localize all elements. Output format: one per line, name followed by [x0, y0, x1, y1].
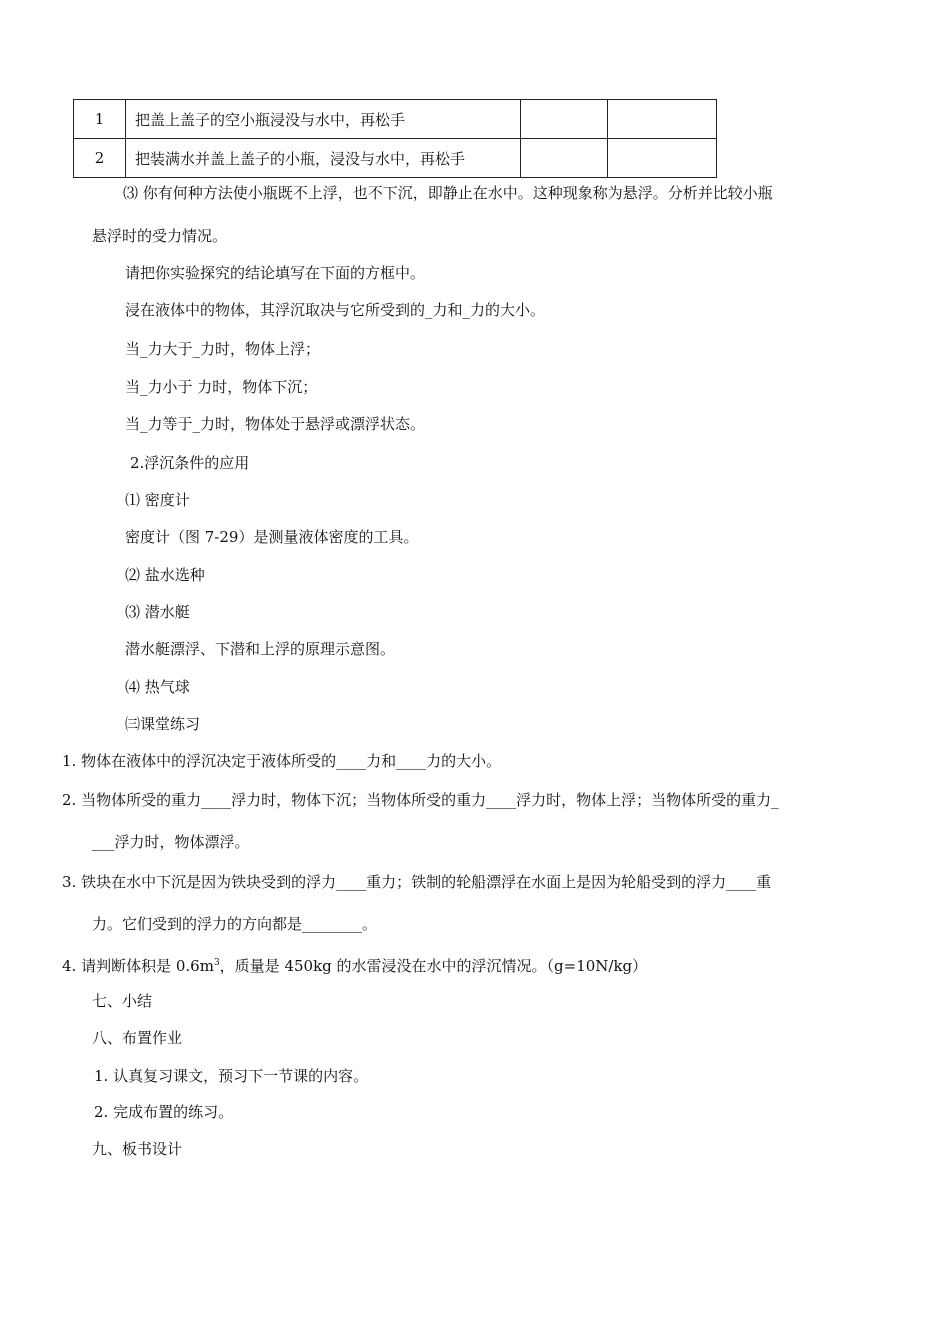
blank-cell: [608, 139, 717, 178]
section-heading-exercise: ㈢课堂练习: [125, 715, 201, 733]
row-number: 2: [74, 139, 126, 178]
exercise-1: 1. 物体在液体中的浮沉决定于液体所受的____力和____力的大小。: [62, 752, 502, 770]
homework-item-1: 1. 认真复习课文，预习下一节课的内容。: [94, 1067, 369, 1085]
item-salt-water: ⑵ 盐水选种: [125, 566, 205, 584]
row-description: 把盖上盖子的空小瓶浸没与水中，再松手: [126, 100, 521, 139]
section-heading-board-design: 九、板书设计: [92, 1140, 183, 1158]
table-row: [74, 100, 717, 139]
exercise-4-part1: 4. 请判断体积是 0.6m: [62, 957, 214, 975]
experiment-table: [73, 99, 717, 178]
item-submarine: ⑶ 潜水艇: [125, 603, 190, 621]
exercise-4-part2: ，质量是 450kg 的水雷浸没在水中的浮沉情况。（g=10N/kg）: [219, 957, 648, 975]
superscript-3: 3: [213, 958, 220, 968]
hydrometer-description: 密度计（图 7-29）是测量液体密度的工具。: [125, 528, 419, 546]
exercise-3-line1: 3. 铁块在水中下沉是因为铁块受到的浮力____重力；铁制的轮船漂浮在水面上是因为轮船受到的浮力____重: [62, 873, 772, 891]
row-number: 1: [74, 100, 126, 139]
section-heading-homework: 八、布置作业: [92, 1029, 183, 1047]
section-heading-application: 2.浮沉条件的应用: [130, 454, 250, 472]
section-heading-summary: 七、小结: [92, 992, 153, 1010]
condition-sink: 当_力小于 力时，物体下沉；: [125, 378, 318, 396]
question-3-line1: ⑶ 你有何种方法使小瓶既不上浮，也不下沉，即静止在水中。这种现象称为悬浮。分析并比较小瓶: [123, 184, 773, 202]
blank-cell: [608, 100, 717, 139]
exercise-2-line1: 2. 当物体所受的重力____浮力时，物体下沉；当物体所受的重力____浮力时，物体上浮；当物体所受的重力_: [62, 791, 779, 809]
condition-float-up: 当_力大于_力时，物体上浮；: [125, 340, 321, 358]
condition-suspend: 当_力等于_力时，物体处于悬浮或漂浮状态。: [125, 415, 426, 433]
exercise-2-line2: ___浮力时，物体漂浮。: [92, 833, 250, 851]
homework-item-2: 2. 完成布置的练习。: [94, 1103, 234, 1121]
question-3-line2: 悬浮时的受力情况。: [92, 227, 228, 245]
table-row: [74, 139, 717, 178]
submarine-description: 潜水艇漂浮、下潜和上浮的原理示意图。: [125, 640, 396, 658]
blank-cell: [521, 139, 608, 178]
blank-cell: [521, 100, 608, 139]
exercise-3-line2: 力。它们受到的浮力的方向都是________。: [92, 915, 378, 933]
item-hydrometer: ⑴ 密度计: [125, 491, 190, 509]
exercise-4: [62, 953, 647, 976]
conclusion-prompt: 请把你实验探究的结论填写在下面的方框中。: [125, 264, 426, 282]
item-hot-air-balloon: ⑷ 热气球: [125, 678, 190, 696]
conclusion-rule: 浸在液体中的物体，其浮沉取决与它所受到的_力和_力的大小。: [125, 301, 546, 319]
row-description: 把装满水并盖上盖子的小瓶，浸没与水中，再松手: [126, 139, 521, 178]
